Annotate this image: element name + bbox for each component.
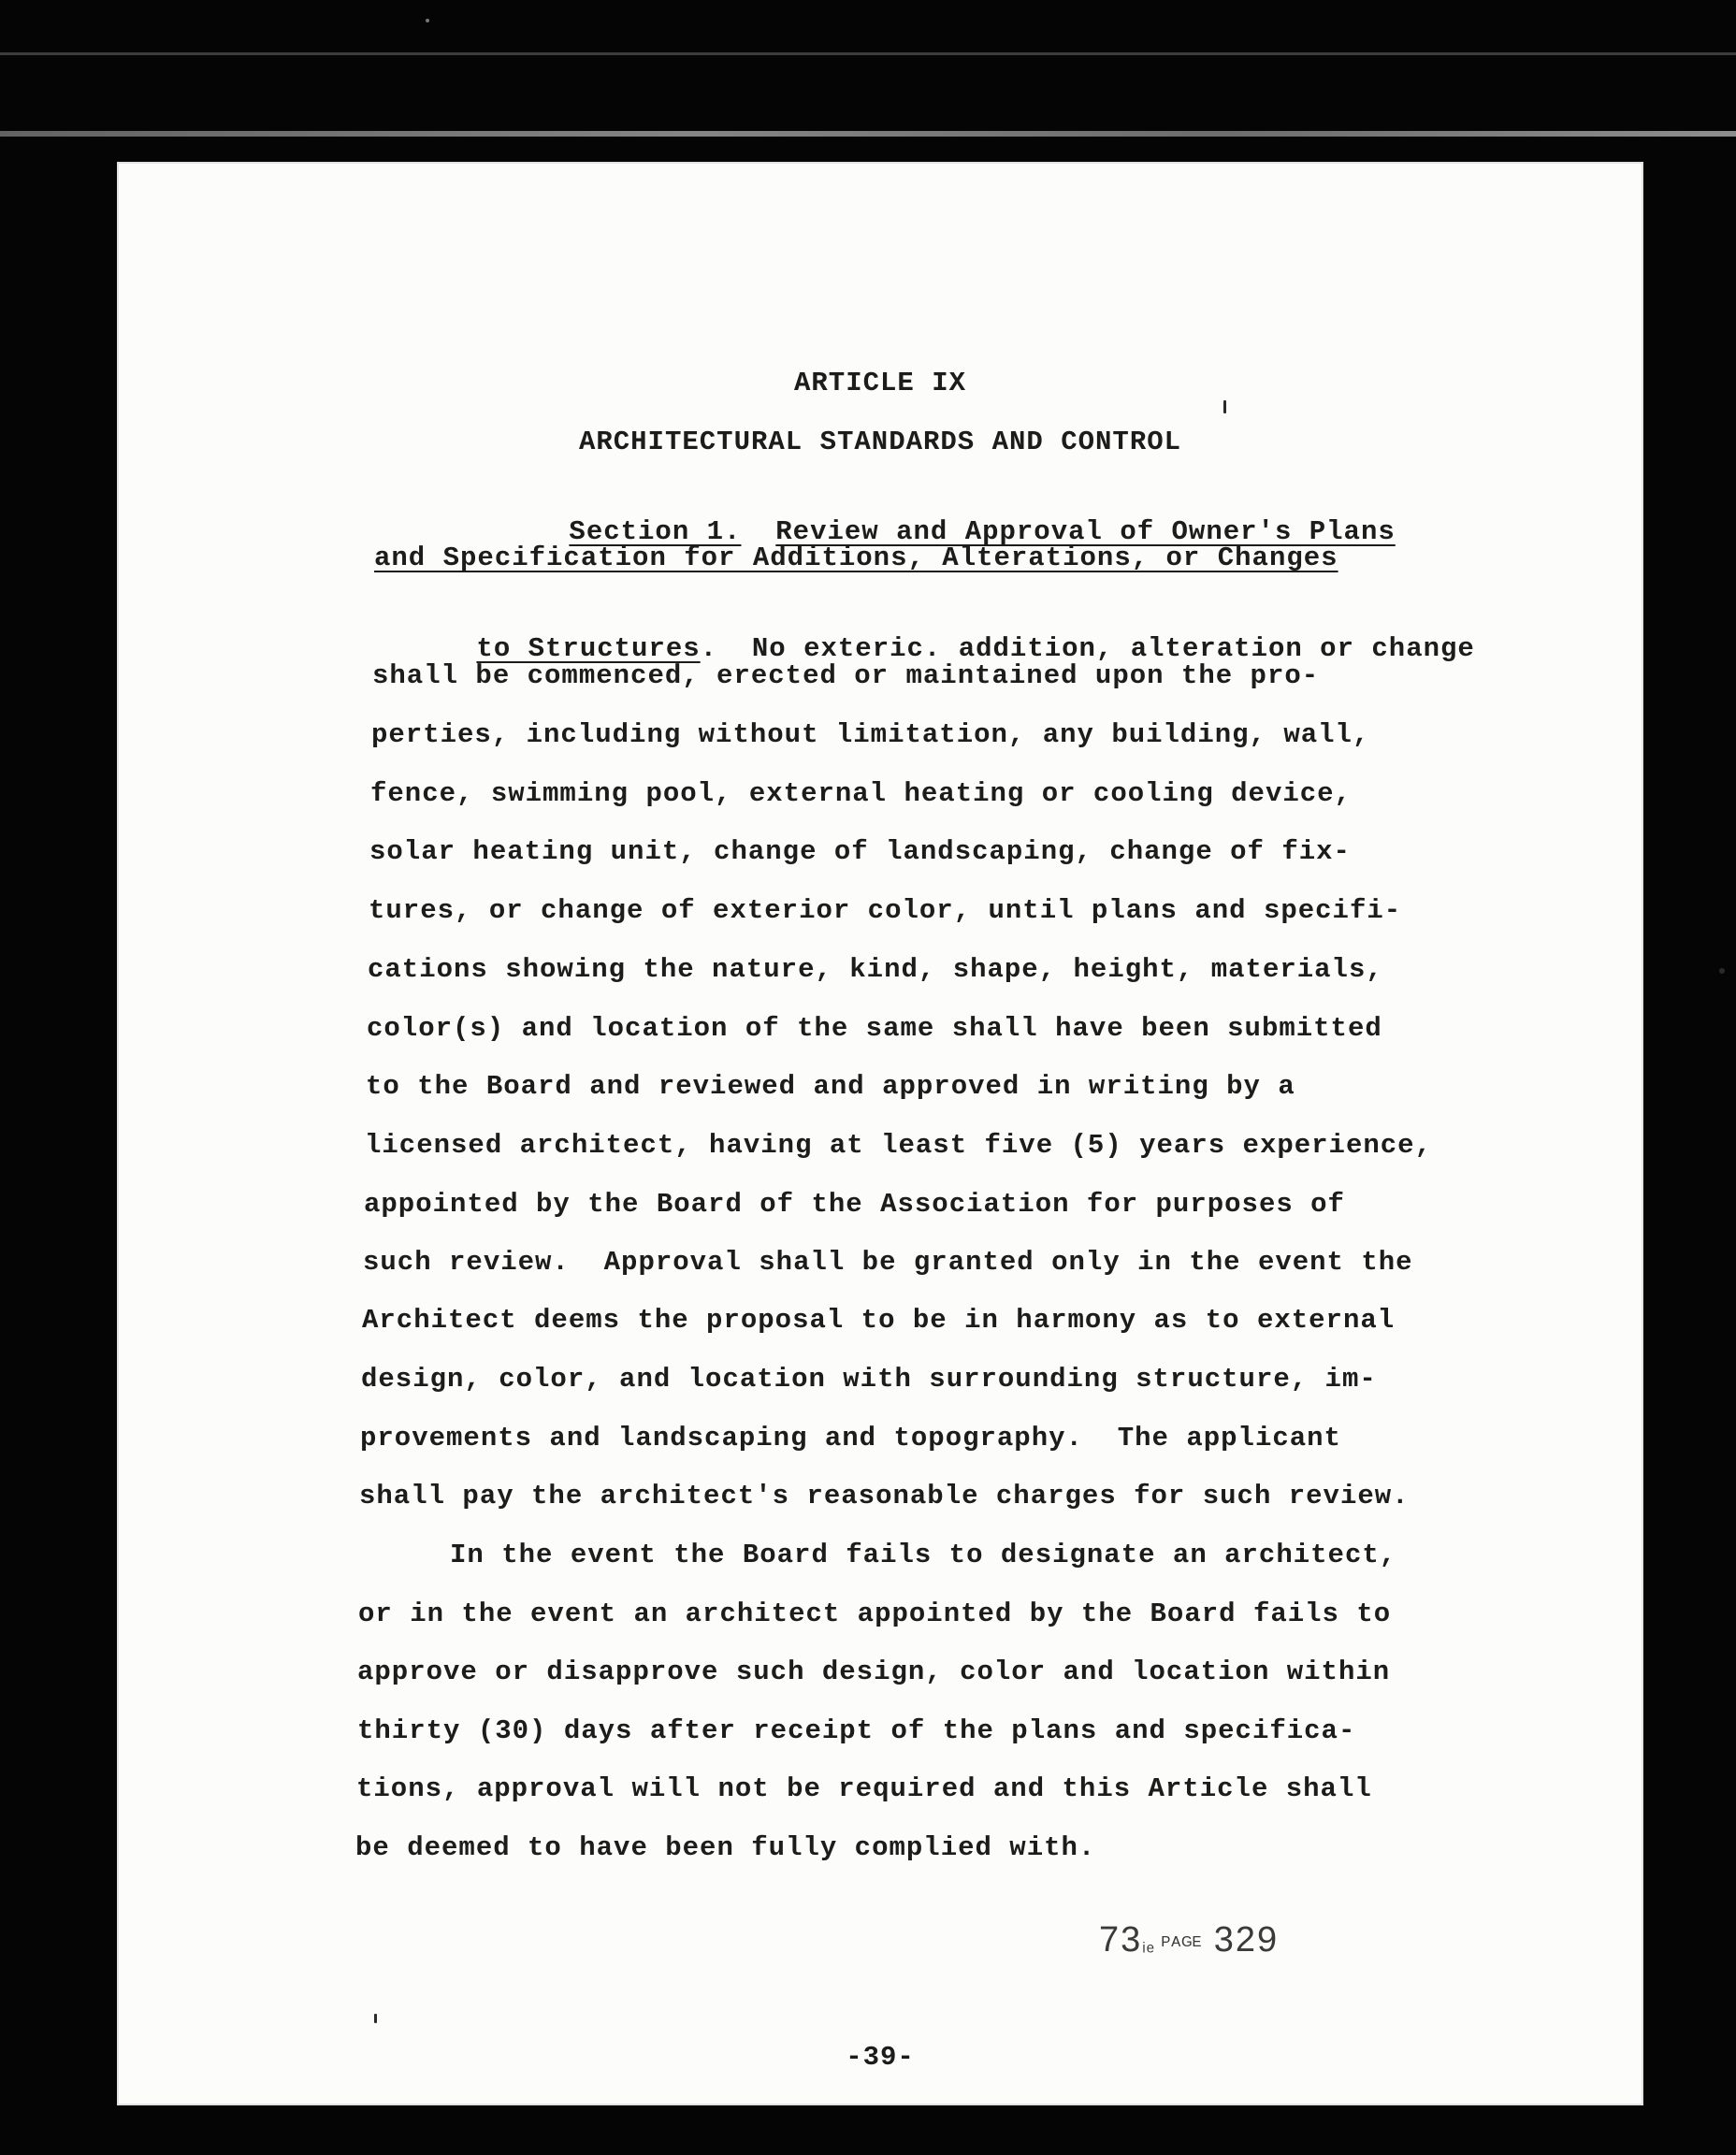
document-page — [117, 162, 1643, 2105]
paragraph-line: thirty (30) days after receipt of the plans and specifica- — [357, 1715, 1356, 1746]
paragraph-line: Architect deems the proposal to be in harmony as to external — [362, 1305, 1396, 1336]
paragraph-line: or in the event an architect appointed by the Board fails to — [358, 1598, 1392, 1629]
paragraph-line: tions, approval will not be required and this Article shall — [356, 1773, 1372, 1804]
scan-speck — [1719, 968, 1725, 974]
paragraph-line: color(s) and location of the same shall have been submitted — [367, 1013, 1382, 1044]
paragraph-line: shall pay the architect's reasonable charges for such review. — [359, 1481, 1410, 1511]
paragraph-line: tures, or change of exterior color, until plans and specifi- — [369, 895, 1402, 926]
article-heading: ARTICLE IX — [793, 368, 967, 398]
section-title-part1: Review and Approval of Owner's Plans — [775, 516, 1396, 547]
article-title: ARCHITECTURAL STANDARDS AND CONTROL — [578, 427, 1182, 457]
paragraph-line: . No exteric. addition, alteration or change — [700, 633, 1475, 664]
scan-top-rule — [0, 52, 1736, 55]
paragraph-line: fence, swimming pool, external heating or cooling device, — [370, 778, 1352, 809]
section-title-part3: to Structures — [476, 633, 701, 664]
scan-speck — [1223, 400, 1226, 413]
stamp-book: 73 — [1099, 1920, 1143, 1960]
paragraph-line: shall be commenced, erected or maintained upon the pro- — [372, 660, 1320, 691]
paragraph-line: provements and landscaping and topography. The applicant — [360, 1423, 1341, 1454]
paragraph-line: solar heating unit, change of landscaping, change of fix- — [369, 836, 1351, 867]
section-title-part2: and Specification for Additions, Alterations, or Changes — [374, 542, 1338, 573]
scan-edge-strip — [0, 131, 1736, 137]
stamp-page: 329 — [1213, 1920, 1280, 1960]
paragraph-line: perties, including without limitation, any building, wall, — [371, 719, 1370, 750]
page-number: -39- — [846, 2042, 915, 2073]
paragraph-line: be deemed to have been fully complied with. — [355, 1832, 1096, 1863]
paragraph-line: licensed architect, having at least five (5) years experience, — [365, 1130, 1432, 1161]
paragraph-line: to the Board and reviewed and approved in writing by a — [366, 1071, 1295, 1102]
paragraph-line: appointed by the Board of the Association for purposes of — [364, 1189, 1345, 1220]
paragraph-line: In the event the Board fails to designate an architect, — [450, 1540, 1397, 1570]
paragraph-line: approve or disapprove such design, color and location within — [357, 1656, 1391, 1687]
paragraph-line: cations showing the nature, kind, shape, height, materials, — [368, 954, 1383, 985]
paragraph-line: such review. Approval shall be granted only in the event the — [363, 1247, 1413, 1278]
scan-speck — [426, 19, 429, 22]
stamp-page-label: ᵢₑ ᴾᴬᴳᴱ — [1142, 1932, 1203, 1956]
scan-speck — [374, 2014, 377, 2023]
section-number: Section 1. — [569, 516, 742, 547]
paragraph-line: design, color, and location with surrounding structure, im- — [361, 1364, 1377, 1395]
recording-stamp — [1099, 1920, 1279, 1960]
